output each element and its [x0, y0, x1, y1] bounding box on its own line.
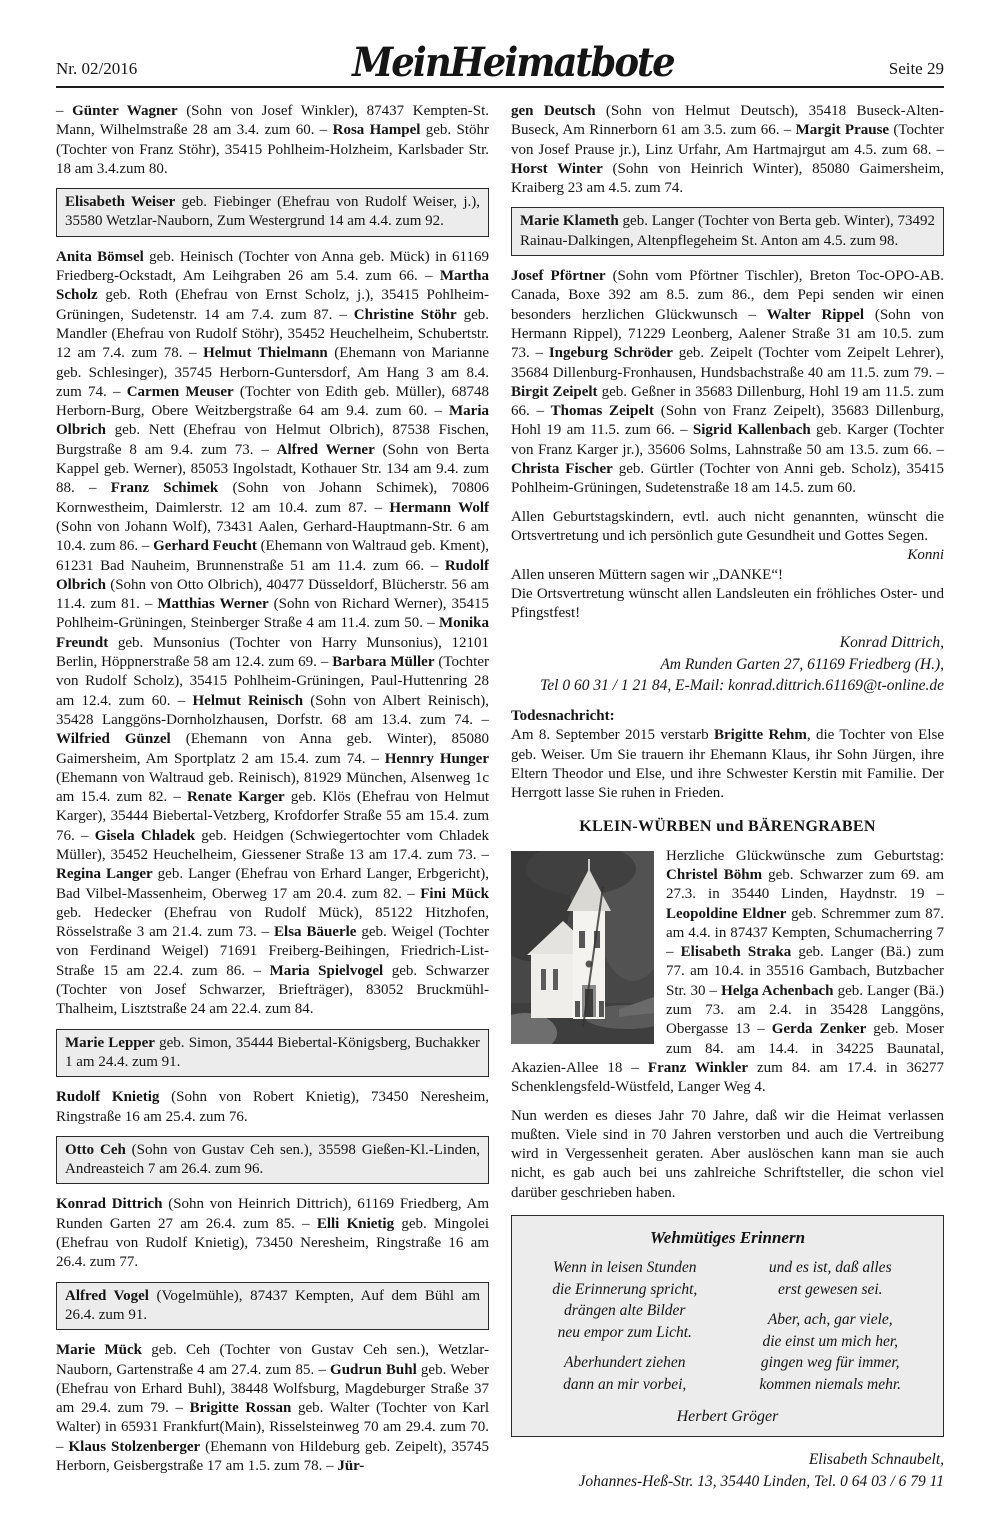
- birthday-paragraph: Konrad Dittrich (Sohn von Heinrich Dittrich), 61169 Friedberg, Am Runden Garten 27 am 26.4. zum 85. – Elli Knietig geb. Mingolei (Ehefrau von Rudolf Knietig), 73450 Neresheim, Ringstraße 16 am 26.4. zum 77.: [56, 1196, 490, 1271]
- photo-paragraph: [511, 847, 944, 1098]
- birthday-paragraph: Rudolf Knietig (Sohn von Robert Knietig), 73450 Neresheim, Ringstraße 16 am 25.4. zum 76.: [56, 1089, 489, 1125]
- poem-column-right: [732, 1257, 930, 1404]
- birthday-paragraph: Anita Bömsel geb. Heinisch (Tochter von Anna geb. Mück) in 61169 Friedberg-Ockstadt, Am Leihgraben 26 am 5.4. zum 66. – Martha Scholz geb. Roth (Ehefrau von Ernst Scholz, j.), 35415 Pohlheim-Grüningen, Sudetenstr. 14 am 7.4. zum 87. – Christine Stöhr geb. Mandler (Ehefrau von Rudolf Stöhr), 35452 Heuchelheim, Schubertstr. 12 am 7.4. zum 78. – Helmut Thielmann (Ehemann von Marianne geb. Schlesinger), 35745 Herborn-Guntersdorf, Am Hang 3 am 8.4. zum 74. – Carmen Meuser (Tochter von Edith geb. Müller), 68748 Herborn-Burg, Obere Weitzbergstraße 64 am 9.4. zum 60. – Maria Olbrich geb. Nett (Ehefrau von Helmut Olbrich), 87538 Fischen, Burgstraße 8 am 9.4. zum 73. – Alfred Werner (Sohn von Berta Kappel geb. Werner), 85053 Ingolstadt, Kothauer Str. 134 am 9.4. zum 88. – Franz Schimek (Sohn von Johann Schimek), 70806 Kornwestheim, Daimlerstr. 12 am 10.4. zum 87. – Hermann Wolf (Sohn von Johann Wolf), 73431 Aalen, Gerhard-Hauptmann-Str. 6 am 10.4. zum 86. – Gerhard Feucht (Ehemann von Waltraud geb. Kment), 61231 Bad Nauheim, Brunnenstraße 51 am 11.4. zum 66. – Rudolf Olbrich (Sohn von Otto Olbrich), 40477 Düsseldorf, Blücherstr. 56 am 11.4. zum 81. – Matthias Werner (Sohn von Richard Werner), 35415 Pohlheim-Grüningen, Steinberger Straße 4 am 11.4. zum 50. – Monika Freundt geb. Munsonius (Tochter von Harry Munsonius), 12101 Berlin, Höppnerstraße 58 am 12.4. zum 69. – Barbara Müller (Tochter von Rudolf Scholz), 35415 Pohlheim-Grüningen, Paul-Huttenring 28 am 12.4. zum 60. – Helmut Reinisch (Sohn von Albert Reinisch), 35428 Langgöns-Dornholzhausen, Dorfstr. 68 am 13.4. zum 74. – Wilfried Günzel (Ehemann von Anna geb. Winter), 85080 Gaimersheim, Am Sportplatz 2 am 15.4. zum 74. – Hennry Hunger (Ehemann von Waltraud geb. Reinisch), 81929 München, Alsenweg 1c am 15.4. zum 82. – Renate Karger geb. Klös (Ehefrau von Helmut Karger), 35444 Biebertal-Vetzberg, Krofdorfer Straße 55 am 15.4. zum 76. – Gisela Chladek geb. Heidgen (Schwiegertochter vom Chladek Müller), 35452 Heuchelheim, Giessener Straße 13 am 17.4. zum 73. – Regina Langer geb. Langer (Ehefrau von Erhard Langer, Erbgericht), Bad Vilbel-Massenheim, Oberweg 17 am 20.4. zum 82. – Fini Mück geb. Hedecker (Ehefrau von Rudolf Mück), 85122 Hitzhofen, Rösselstraße 3 am 21.4. zum 73. – Elsa Bäuerle geb. Weigel (Tochter von Ferdinand Weigel) 71691 Freiberg-Beihingen, Friedrich-List-Straße 15 am 22.4. zum 86. – Maria Spielvogel geb. Schwarzer (Tochter von Josef Schwarzer, Briefträger), 83052 Bruckmühl-Thalheim, Lisztstraße 24 am 22.4. zum 84.: [56, 248, 490, 1018]
- signature-line: Johannes-Heß-Str. 13, 35440 Linden, Tel. 0 64 03 / 6 79 11: [578, 1472, 944, 1490]
- signature-block: [511, 1449, 944, 1492]
- birthday-box: Marie Klameth geb. Langer (Tochter von Berta geb. Winter), 73492 Rainau-Dalkingen, Altenpflegeheim St. Anton am 4.5. zum 98.: [511, 207, 944, 256]
- birthday-box: Marie Lepper geb. Simon, 35444 Biebertal-Königsberg, Buchakker 1 am 24.4. zum 91.: [56, 1029, 489, 1078]
- poem-stanza: und es ist, daß alles erst gewesen sei.: [768, 1259, 892, 1298]
- church-photo: [511, 851, 654, 1044]
- signed-paragraph: Allen Geburtstagskindern, evtl. auch nicht genannten, wünscht die Ortsvertretung und ich persönlich gute Gesundheit und Gottes Segen. Konni: [511, 508, 944, 547]
- photo-paragraph-text: Herzliche Glückwünsche zum Geburtstag: Christel Böhm geb. Schwarzer zum 69. am 27.3. in 35440 Linden, Haydnstr. 19 – Leopoldine Eldner geb. Schremmer zum 87. am 4.4. in 87437 Kempten, Schumacherring 7 – Elisabeth Straka geb. Langer (Bä.) zum 77. am 10.4. in 35516 Gambach, Butzbacher Str. 30 – Helga Achenbach geb. Langer (Bä.) zum 73. am 2.4. in 35428 Langgöns, Obergasse 13 – Gerda Zenker geb. Moser zum 84. am 14.4. in 34225 Baunatal, Akazien-Allee 18 – Franz Winkler zum 84. am 17.4. in 36277 Schenklengsfeld-Wüstfeld, Langer Weg 4.: [511, 847, 945, 1096]
- poem-box: [511, 1215, 944, 1437]
- signature-line: Konrad Dittrich,: [839, 634, 944, 652]
- page-number: Seite 29: [888, 59, 944, 78]
- masthead-title: MeinHeimatbote: [352, 38, 674, 86]
- left-column: [56, 102, 489, 1485]
- poem-stanza: Wenn in leisen Stunden die Erinnerung spricht, drängen alte Bilder neu empor zum Licht.: [552, 1259, 698, 1341]
- signature-line: Elisabeth Schnaubelt,: [808, 1451, 944, 1469]
- issue-number: Nr. 02/2016: [56, 59, 138, 78]
- column-layout: [56, 102, 944, 1502]
- birthday-box: Elisabeth Weiser geb. Fiebinger (Ehefrau von Rudolf Weiser, j.), 35580 Wetzlar-Nauborn, Zum Westergrund 14 am 4.4. zum 92.: [56, 188, 489, 237]
- signature-block: [511, 632, 944, 697]
- birthday-paragraph: Allen unseren Müttern sagen wir „DANKE“! Die Ortsvertretung wünscht allen Landsleuten ein fröhliches Oster- und Pfingstfest!: [511, 566, 944, 622]
- birthday-paragraph: Josef Pförtner (Sohn vom Pförtner Tischler), Breton Toc-OPO-AB. Canada, Boxe 392 am 8.5. zum 86., dem Pepi senden wir einen besonders herzlichen Glückwunsch – Walter Rippel (Sohn von Hermann Rippel), 71229 Leonberg, Aalener Straße 31 am 10.5. zum 73. – Ingeburg Schröder geb. Zeipelt (Tochter vom Zeipelt Lehrer), 35684 Dillenburg-Fronhausen, Hundsbachstraße 40 am 11.5. zum 79. – Birgit Zeipelt geb. Geßner in 35683 Dillenburg, Hohl 19 am 11.5. zum 66. – Thomas Zeipelt (Sohn von Franz Zeipelt), 35683 Dillenburg, Hohl 19 am 11.5. zum 66. – Sigrid Kallenbach geb. Karger (Tochter von Franz Karger jr.), 35606 Solms, Lahnstraße 50 am 13.5. zum 66. – Christa Fischer geb. Gürtler (Tochter von Anni geb. Scholz), 35415 Pohlheim-Grüningen, Sudetenstraße 18 am 14.5. zum 60.: [511, 268, 945, 497]
- section-heading: KLEIN-WÜRBEN und BÄRENGRABEN: [579, 818, 876, 836]
- poem-attribution: Herbert Gröger: [676, 1408, 779, 1426]
- birthday-paragraph: gen Deutsch (Sohn von Helmut Deutsch), 35418 Buseck-Alten-Buseck, Am Rinnerborn 61 am 3.5. zum 66. – Margit Prause (Tochter von Josef Prause jr.), Linz Urfahr, Am Hartmajrgut am 4.5. zum 68. – Horst Winter (Sohn von Heinrich Winter), 85080 Gaimersheim, Kraiberg 23 am 4.5. zum 74.: [511, 103, 944, 197]
- poem-stanza: Aberhundert ziehen dann an mir vorbei,: [563, 1354, 687, 1393]
- birthday-paragraph: Todesnachricht: Am 8. September 2015 verstarb Brigitte Rehm, die Tochter von Else geb. Weiser. Um Sie trauern ihr Ehemann Klaus, ihr Sohn Jürgen, ihre Eltern Theodor und Else, und ihre Schwester Kerstin mit Familie. Der Herrgott lasse Sie ruhen in Frieden.: [511, 707, 944, 802]
- poem-title: Wehmütiges Erinnern: [649, 1228, 806, 1248]
- birthday-box: Alfred Vogel (Vogelmühle), 87437 Kempten, Auf dem Bühl am 26.4. zum 91.: [56, 1282, 489, 1331]
- signature-line: Tel 0 60 31 / 1 21 84, E-Mail: konrad.dittrich.61169@t-online.de: [540, 677, 944, 695]
- poem-column-left: [526, 1257, 724, 1404]
- birthday-box: Otto Ceh (Sohn von Gustav Ceh sen.), 35598 Gießen-Kl.-Linden, Andreasteich 7 am 26.4. zum 96.: [56, 1136, 489, 1185]
- signature-line: Am Runden Garten 27, 61169 Friedberg (H.),: [660, 655, 944, 673]
- poem-columns: [526, 1257, 929, 1404]
- header-rule: [56, 86, 944, 88]
- poem-stanza: Aber, ach, gar viele, die einst um mich her, gingen weg für immer, kommen niemals mehr.: [759, 1311, 902, 1393]
- birthday-paragraph: Marie Mück geb. Ceh (Tochter von Gustav Ceh sen.), Wetzlar-Nauborn, Gartenstraße 4 am 27.4. zum 85. – Gudrun Buhl geb. Weber (Ehefrau von Erhard Buhl), 38448 Wolfsburg, Magdeburger Straße 37 am 29.4. zum 79. – Brigitte Rossan geb. Walter (Tochter von Karl Walter) in 65931 Frankfurt(Main), Risselsteinweg 70 am 29.4. zum 70. – Klaus Stolzenberger (Ehemann von Hildeburg geb. Zeipelt), 35745 Herborn, Geisbergstraße 17 am 1.5. zum 78. – Jür-: [56, 1342, 490, 1474]
- birthday-paragraph: Nun werden es dieses Jahr 70 Jahre, daß wir die Heimat verlassen mußten. Viele sind in 70 Jahren verstorben und auch die Vertreibung wird in Vergessenheit geraten. Aber auslöschen kann man sie auch nicht, es gab auch bei uns zahlreiche Schriftsteller, die schon viel darüber geschrieben haben.: [511, 1107, 944, 1201]
- signature-name: Konni: [907, 547, 944, 564]
- right-column: [511, 102, 944, 1502]
- page-header: [56, 38, 944, 86]
- birthday-paragraph: – Günter Wagner (Sohn von Josef Winkler), 87437 Kempten-St. Mann, Wilhelmstraße 28 am 3.4. zum 60. – Rosa Hampel geb. Stöhr (Tochter von Franz Stöhr), 35415 Pohlheim-Holzheim, Karlsbader Str. 18 am 3.4.zum 80.: [56, 103, 490, 177]
